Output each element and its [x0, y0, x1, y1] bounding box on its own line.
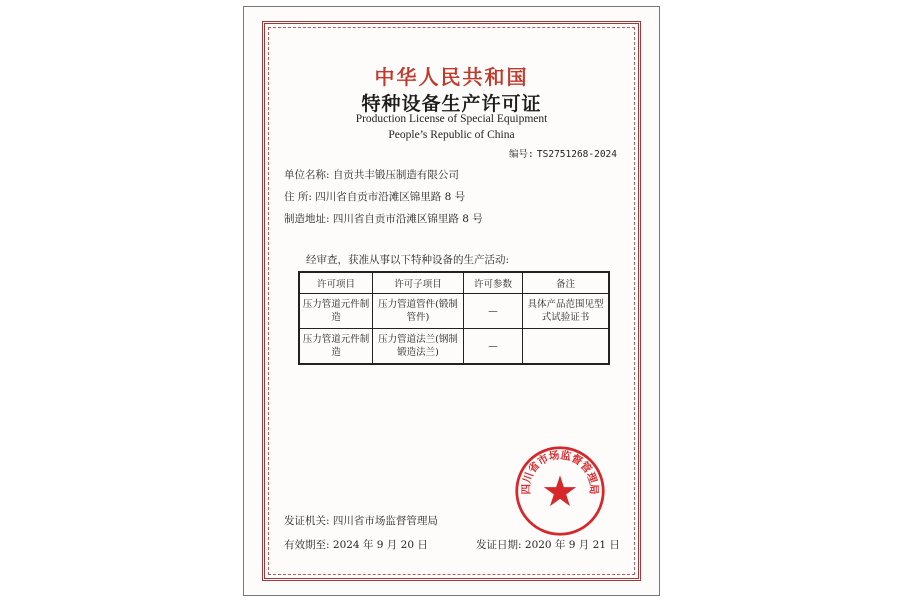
cell-parameter: —: [464, 294, 523, 329]
seal-star-icon: [544, 475, 576, 506]
address-value: 四川省自贡市沿滩区锦里路 8 号: [315, 191, 466, 203]
valid-until-label: 有效期至:: [284, 539, 330, 551]
title-chinese-license: 特种设备生产许可证: [361, 93, 542, 115]
cell-license-item: 压力管道元件制造: [299, 294, 373, 329]
cell-sub-item: 压力管道管件(锻制管件): [373, 294, 464, 329]
manufacturing-address-row: [284, 211, 483, 226]
license-number: [509, 146, 617, 160]
issuing-authority-label: 发证机关:: [284, 515, 330, 527]
manufacturing-address-label: 制造地址:: [284, 213, 330, 225]
header-sub-item: 许可子项目: [373, 272, 464, 294]
license-table: [298, 271, 610, 365]
seal-text: 四川省市场监督管理局: [520, 449, 600, 495]
issue-date-label: 发证日期:: [476, 539, 522, 551]
certificate-sheet: [243, 6, 660, 596]
cell-sub-item: 压力管道法兰(钢制锻造法兰): [373, 329, 464, 365]
header-license-item: 许可项目: [299, 272, 373, 294]
cell-license-item: 压力管道元件制造: [299, 329, 373, 365]
issuing-authority-row: [284, 513, 438, 528]
address-label: 住 所:: [284, 191, 312, 203]
table-header-row: [299, 272, 609, 294]
table-row: [299, 329, 609, 365]
valid-until-value: 2024 年 9 月 20 日: [332, 539, 428, 551]
issue-date-row: [476, 537, 620, 552]
valid-until-row: [284, 537, 428, 552]
approval-statement: 经审查，获准从事以下特种设备的生产活动:: [306, 254, 510, 266]
cell-parameter: —: [464, 329, 523, 365]
title-english-country: People’s Republic of China: [388, 129, 515, 141]
header-parameter: 许可参数: [464, 272, 523, 294]
header-remarks: 备注: [523, 272, 610, 294]
cell-remarks: [523, 329, 610, 365]
license-number-value: TS2751268-2024: [536, 149, 617, 160]
official-seal: [514, 445, 606, 537]
unit-name-value: 自贡共丰锻压制造有限公司: [332, 169, 459, 181]
address-row: [284, 189, 465, 204]
table-row: [299, 294, 609, 329]
title-english-license: Production License of Special Equipment: [355, 113, 548, 125]
title-chinese-country: 中华人民共和国: [374, 65, 529, 89]
unit-name-row: [284, 167, 459, 182]
cell-remarks: 具体产品范围见型式试验证书: [523, 294, 610, 329]
license-number-label: 编号:: [509, 149, 534, 160]
manufacturing-address-value: 四川省自贡市沿滩区锦里路 8 号: [332, 213, 483, 225]
issue-date-value: 2020 年 9 月 21 日: [524, 539, 620, 551]
unit-name-label: 单位名称:: [284, 169, 330, 181]
issuing-authority-value: 四川省市场监督管理局: [332, 515, 438, 527]
